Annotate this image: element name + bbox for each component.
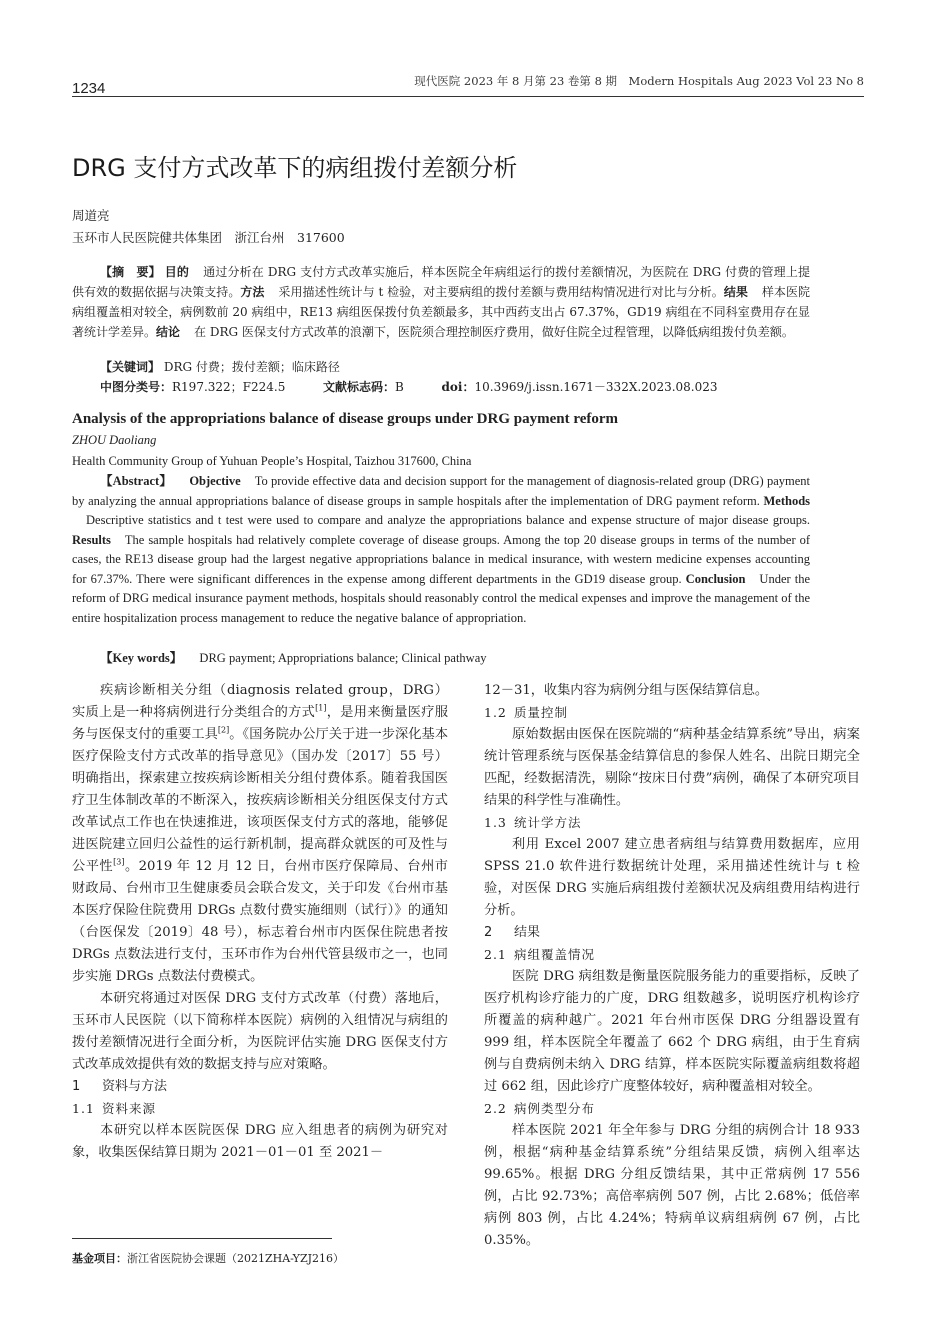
abstract-en [72,472,810,628]
subsection-number: 1.3 [484,815,507,830]
subsection-heading [484,944,860,966]
section-heading [72,1076,448,1098]
subsection-heading [484,1098,860,1120]
body-column-left [72,680,448,1164]
funding-footnote [72,1250,344,1266]
objective-label-cn: 目的 [164,265,190,279]
subsection-number: 2.2 [484,1101,507,1116]
body-paragraph: 本研究将通过对医保 DRG 支付方式改革（付费）落地后，玉环市人民医院（以下简称样本医院）病例的入组情况与病组的拨付差额情况进行全面分析，为医院评估实施 DRG 医保支付方式改革成效提供有效的数据支持与应对策略。 [72,991,448,1072]
body-text: ，是用来衡量医疗服务与医保支付的重要工具 [72,705,449,742]
body-column-right [484,680,860,1252]
clc-label: 中图分类号： [100,380,173,394]
subsection-number: 1.2 [484,705,507,720]
abstract-en-label: 【Abstract】 [100,474,173,488]
body-text: 。2019 年 12 月 12 日，台州市医疗保障局、台州市财政局、台州市卫生健康委员会联合发文，关于印发《台州市基本医疗保险住院费用 DRGs 点数付费实施细则（试行）》的通知（台医保发〔2019〕48 号），标志着台州市内医保住院患者按 DRGs 点数法进行支付，玉环市作为台州代管县级市之一，也同步实施 DRGs 点数法付费模式。 [72,859,448,984]
conclusion-cn: 在 DRG 医保支付方式改革的浪潮下，医院须合理控制医疗费用，做好住院全过程管理，以降低病组拨付负差额。 [194,325,794,339]
header-rule [72,96,864,97]
section-title: 资料与方法 [102,1079,168,1094]
body-paragraph: 利用 Excel 2007 建立患者病组与结算费用数据库，应用 SPSS 21.0 软件进行数据统计处理，采用描述性统计与 t 检验，对医保 DRG 实施后病组拨付差额状况及病组费用结构进行分析。 [484,837,860,918]
footnote-rule [72,1238,332,1239]
keywords-en-label: 【Key words】 [100,651,183,665]
affiliation-en: Health Community Group of Yuhuan People’s Hospital, Taizhou 317600, China [72,454,472,468]
doc-code-value: B [395,380,404,394]
subsection-heading [484,812,860,834]
methods-label-en: Methods [763,493,811,508]
citation-ref[interactable]: [3] [113,857,125,867]
conclusion-label-en: Conclusion [685,571,746,586]
subsection-heading [72,1098,448,1120]
results-label-cn: 结果 [723,285,748,299]
keywords-cn-text: DRG 付费；拨付差额；临床路径 [163,360,340,374]
methods-label-cn: 方法 [240,285,265,299]
running-head: 现代医院 2023 年 8 月第 23 卷第 8 期 Modern Hospitals Aug 2023 Vol 23 No 8 [414,74,864,88]
results-cn: 样本医院病组覆盖相对较全，病例数前 20 病组中，RE13 病组医保拨付负差额最多，其中西药支出占 67.37%，GD19 病组在不同科室费用存在显著统计学差异。 [72,285,810,339]
doc-code-label: 文献标志码： [323,380,396,394]
keywords-cn-label: 【关键词】 [100,360,161,374]
subsection-title: 资料来源 [102,1101,157,1116]
body-paragraph: 原始数据由医保在医院端的“病种基金结算系统”导出，病案统计管理系统与医保基金结算信息的参保人姓名、出院日期完全匹配，经数据清洗，剔除“按床日付费”病例，确保了本研究项目结果的科学性与准确性。 [484,727,860,808]
results-label-en: Results [72,532,111,547]
results-en: The sample hospitals had relatively complete coverage of disease groups. Among the top 20 disease groups in terms of the number of cases, the RE13 disease group had the largest negative appropriations balance in medical insurance, with western medicine expenses accounting for 67.37%. There were significant differences in the expense among different departments in the GD19 disease group. [72,532,810,586]
subsection-title: 病组覆盖情况 [514,947,596,962]
section-number: 1 [72,1079,81,1094]
objective-en: To provide effective data and decision support for the management of diagnosis-related group (DRG) payment by analyzing the annual appropriations balance of disease groups in sample hospitals after the implementation of DRG payment reform. [72,474,810,508]
methods-en: Descriptive statistics and t test were used to compare and analyze the appropriations balance and expense structure of major disease groups. [86,513,810,527]
body-paragraph [72,680,448,988]
footnote-label: 基金项目： [72,1252,127,1265]
keywords-en [100,648,487,666]
keywords-en-text: DRG payment; Appropriations balance; Clinical pathway [199,651,487,665]
section-number: 2 [484,925,493,940]
author-en: ZHOU Daoliang [72,433,157,447]
body-text: 。《国务院办公厅关于进一步深化基本医疗保险支付方式改革的指导意见》（国办发〔2017〕55 号）明确指出，探索建立按疾病诊断相关分组付费体系。随着我国医疗卫生体制改革的不断深入，按疾病诊断相关分组医保支付方式改革试点工作也在快速推进，该项医保支付方式的落地，能够促进医院建立回归公益性的运行新机制，提高群众就医的可及性与公平性 [72,727,449,874]
abstract-cn [72,262,810,342]
clc-value: R197.322；F224.5 [172,380,286,394]
section-heading [484,922,860,944]
footnote-text: 浙江省医院协会课题（2021ZHA-YZJ216） [127,1252,344,1265]
conclusion-label-cn: 结论 [156,325,181,339]
doi-label: doi： [441,380,475,394]
subsection-number: 1.1 [72,1101,95,1116]
body-paragraph: 本研究以样本医院医保 DRG 应入组患者的病例为研究对象，收集医保结算日期为 2021－01－01 至 2021－ [72,1123,448,1160]
body-paragraph: 12－31，收集内容为病例分组与医保结算信息。 [484,683,769,698]
subsection-heading [484,702,860,724]
body-paragraph: 样本医院 2021 年全年参与 DRG 分组的病例合计 18 933 例，根据“病种基金结算系统”分组结果反馈，病例入组率达 99.65%。根据 DRG 分组反馈结果，其中正常病例 17 556 例，占比 92.73%；高倍率病例 507 例，占比 2.68%；低倍率病例 803 例，占比 4.24%；特病单议病组病例 67 例，占比 0.35%。 [484,1123,860,1248]
objective-label-en: Objective [189,474,241,488]
citation-ref[interactable]: [2] [217,725,230,735]
article-title-cn: DRG 支付方式改革下的病组拨付差额分析 [72,154,518,182]
keywords-cn [100,358,340,375]
classification-line [100,378,718,395]
affiliation-cn: 玉环市人民医院健共体集团 浙江台州 317600 [72,230,345,245]
body-text: 疾病诊断相关分组（diagnosis related group，DRG）实质上是一种将病例进行分类组合的方式 [72,683,448,720]
citation-ref[interactable]: [1] [315,703,327,713]
author-cn: 周道亮 [72,208,110,223]
article-title-en: Analysis of the appropriations balance of disease groups under DRG payment reform [72,411,619,427]
section-title: 结果 [514,925,541,940]
methods-cn: 采用描述性统计与 t 检验，对主要病组的拨付差额与费用结构情况进行对比与分析。 [278,285,724,299]
conclusion-en: Under the reform of DRG medical insurance payment methods, hospitals should reasonably control the medical expenses and improve the management of the entire hospitalization process management to reduce the negative balance of appropriation. [72,571,810,625]
body-paragraph: 医院 DRG 病组数是衡量医院服务能力的重要指标，反映了医疗机构诊疗能力的广度，DRG 组数越多，说明医疗机构诊疗所覆盖的病种越广。2021 年台州市医保 DRG 分组器设置有 999 组，样本医院全年覆盖了 662 个 DRG 病组，由于生育病例与自费病例未纳入 DRG 结算，样本医院实际覆盖病组数将超过 662 组，因此诊疗广度整体较好，病种覆盖相对较全。 [484,969,860,1094]
abstract-cn-label: 【摘 要】 [100,265,161,279]
subsection-title: 统计学方法 [514,815,582,830]
doi-value: 10.3969/j.issn.1671－332X.2023.08.023 [474,380,718,394]
subsection-title: 病例类型分布 [514,1101,596,1116]
subsection-number: 2.1 [484,947,507,962]
page-number: 1234 [72,80,106,97]
subsection-title: 质量控制 [514,705,569,720]
objective-cn: 通过分析在 DRG 支付方式改革实施后，样本医院全年病组运行的拨付差额情况，为医院在 DRG 付费的管理上提供有效的数据依据与决策支持。 [72,265,810,299]
